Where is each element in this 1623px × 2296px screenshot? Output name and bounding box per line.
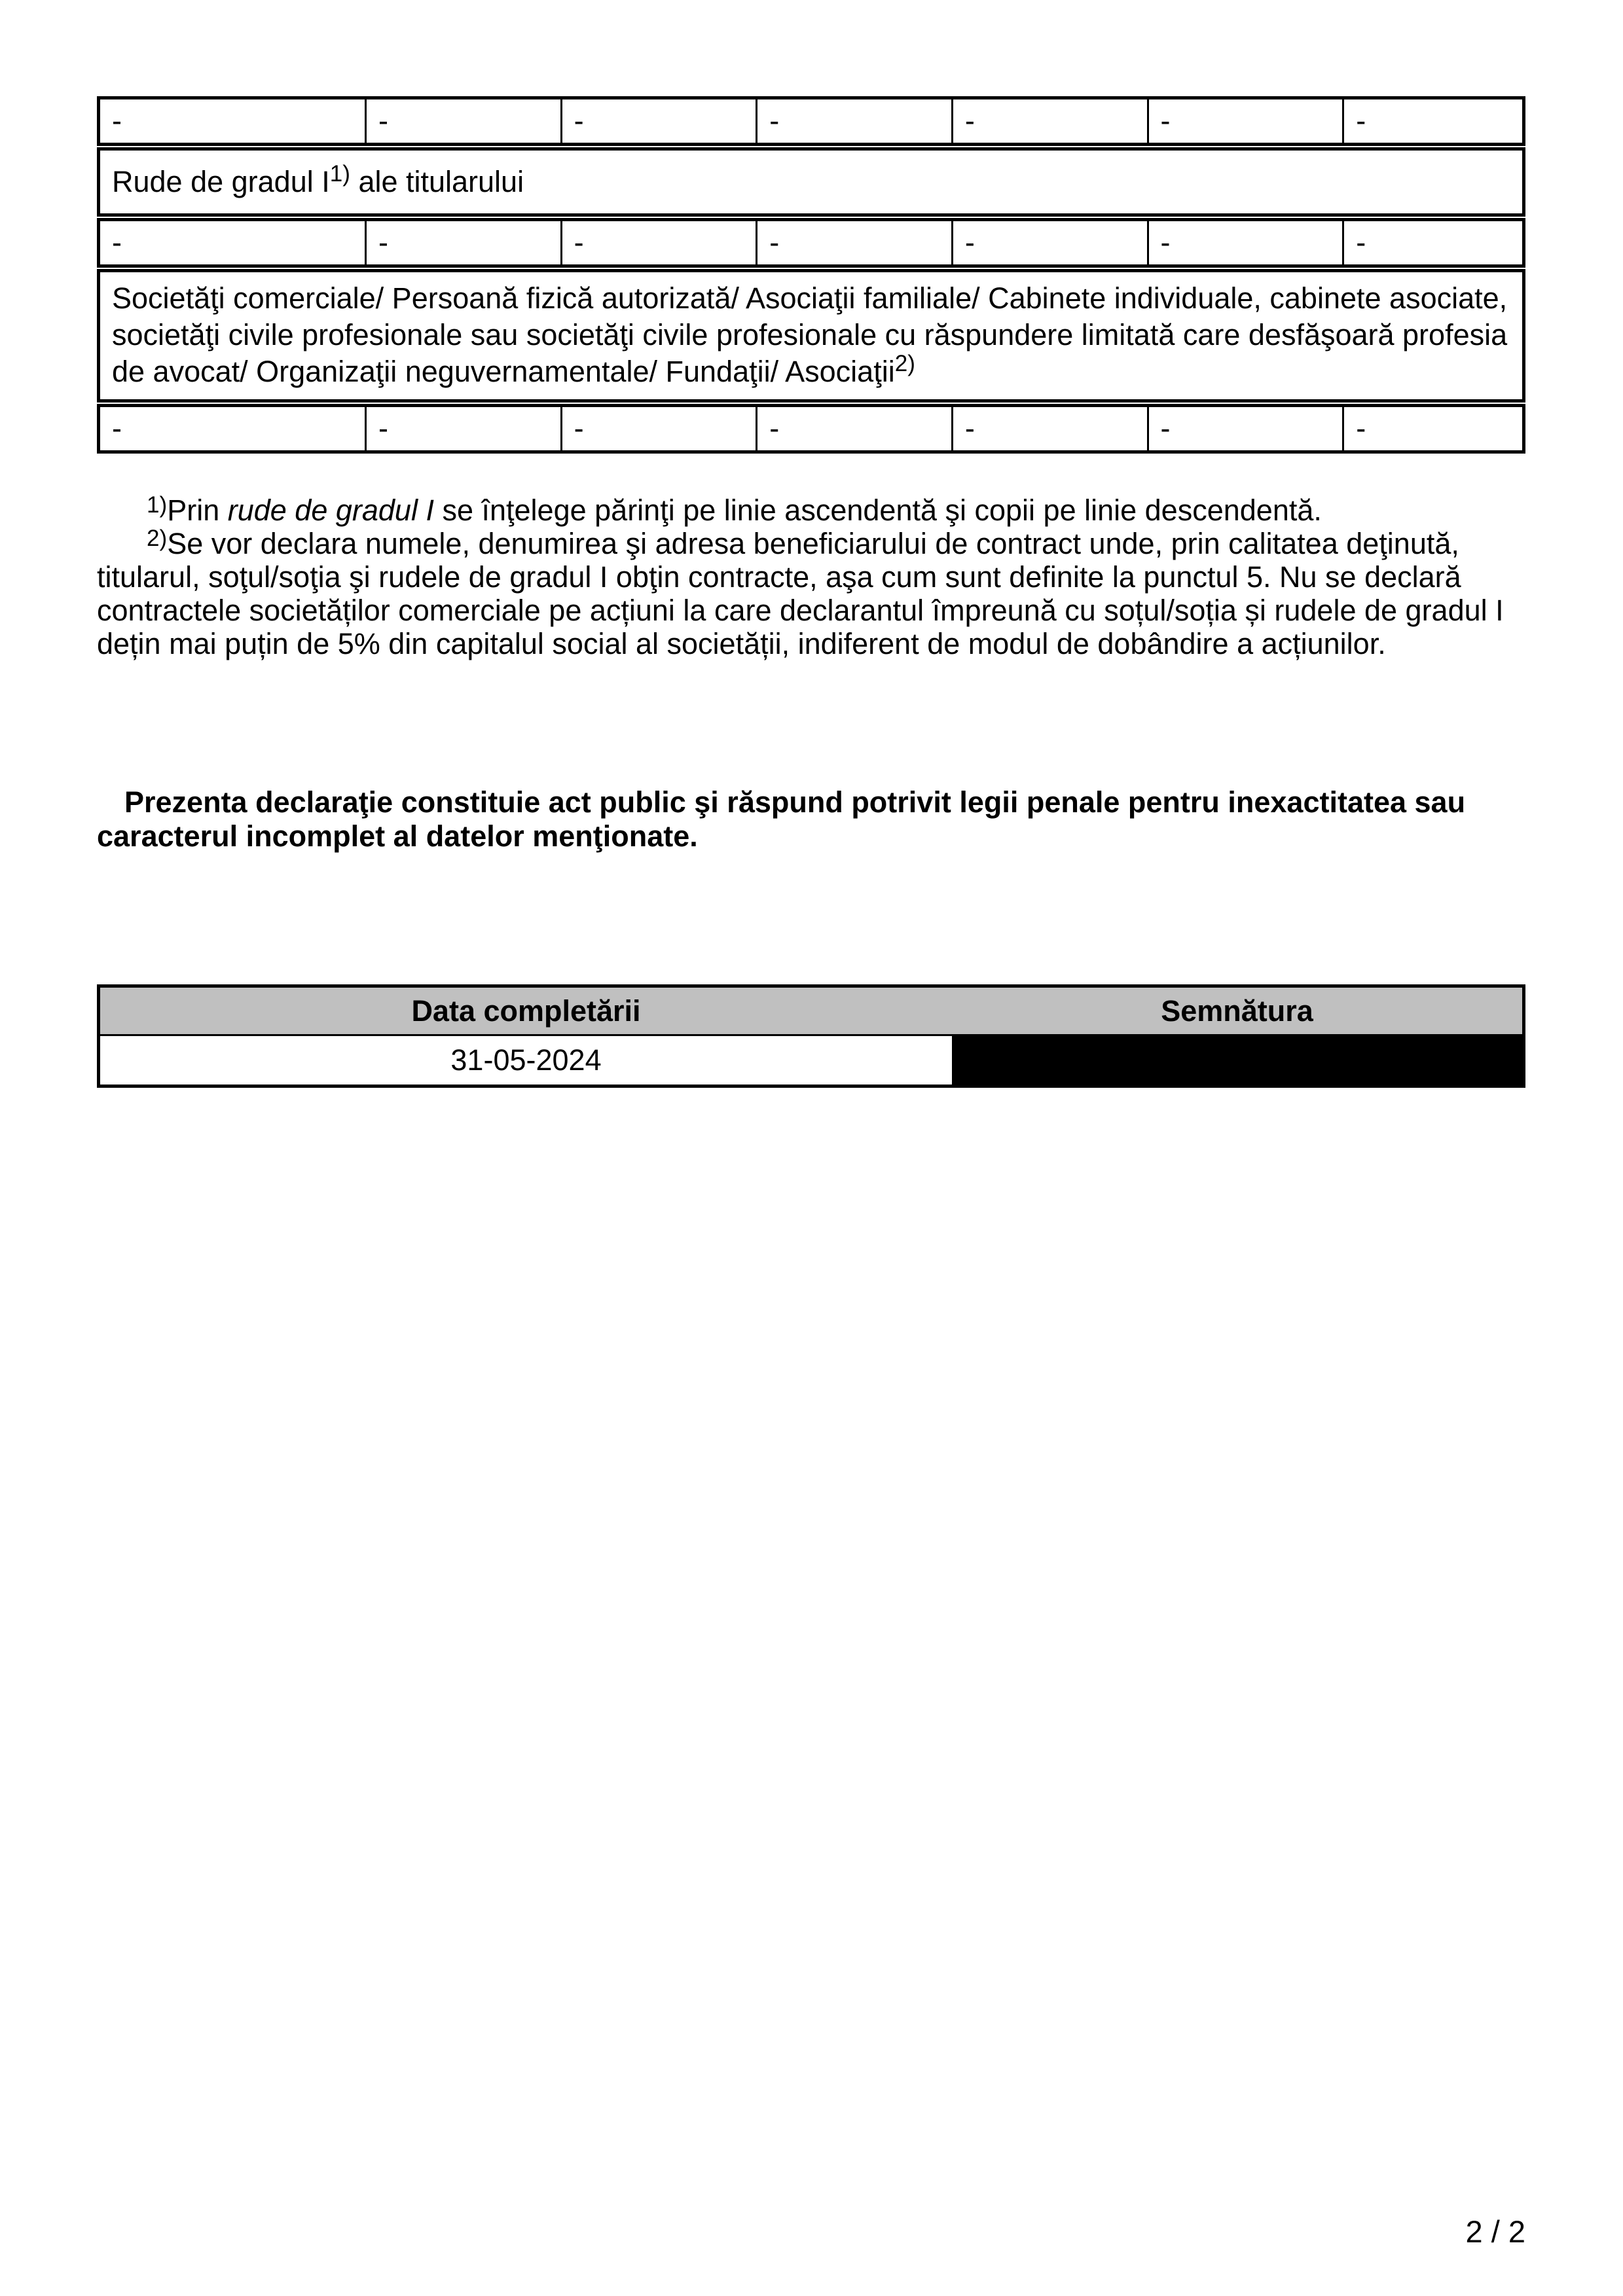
dash-value: - bbox=[964, 412, 975, 445]
footnote-2: 2)Se vor declara numele, denumirea şi adresa beneficiarului de contract unde, prin calitatea deţinută, titularul, soţul/soţia şi rudele de gradul I obţin contracte, aşa cum sunt definite la punctul 5. Nu se declară contractele societăților comerciale pe acțiuni la care declarantul împreună cu soțul/soția și rudele de gradul I dețin mai puțin de 5% din capitalul social al societății, indiferent de modul de dobândire a acțiunilor. bbox=[97, 525, 1504, 660]
dash-value: - bbox=[1356, 104, 1366, 137]
relatives-label-text: Rude de gradul I1) ale titularului bbox=[112, 161, 524, 198]
dash-value: - bbox=[1356, 226, 1366, 259]
footnote-1-italic-term: rude de gradul I bbox=[227, 493, 434, 527]
page-number: 2 / 2 bbox=[1465, 2214, 1525, 2249]
dash-value: - bbox=[574, 412, 584, 445]
date-header-cell: Data completării bbox=[411, 994, 641, 1028]
table-cell-dash bbox=[1342, 221, 1522, 264]
completion-date-value: 31-05-2024 bbox=[100, 1036, 952, 1085]
dash-value: - bbox=[1160, 104, 1171, 137]
signature-header-cell: Semnătura bbox=[1161, 994, 1313, 1028]
table-row-dashes bbox=[97, 218, 1525, 268]
signature-table bbox=[97, 984, 1525, 1088]
dash-value: - bbox=[964, 226, 975, 259]
companies-label-text: Societăţi comerciale/ Persoană fizică autorizată/ Asociaţii familiale/ Cabinete individuale, cabinete asociate, societăţi civile profesionale sau societăţi civile profesionale cu răspundere limitată care desfăşoară profesia de avocat/ Organizaţii neguvernamentale/ Fundaţii/ Asociaţii2) bbox=[112, 281, 1508, 388]
dash-value: - bbox=[769, 104, 780, 137]
relatives-label-cell bbox=[100, 151, 1522, 213]
dash-value: - bbox=[112, 226, 122, 259]
table-row-relatives-label bbox=[97, 147, 1525, 217]
dash-value: - bbox=[574, 226, 584, 259]
table-cell-dash bbox=[100, 407, 365, 450]
dash-value: - bbox=[769, 412, 780, 445]
footnote-1-text-suffix: se înţelege părinţi pe linie ascendentă şi copii pe linie descendentă. bbox=[433, 493, 1322, 527]
table-cell-dash bbox=[560, 99, 756, 143]
dash-value: - bbox=[378, 226, 388, 259]
footnote-2-text: Se vor declara numele, denumirea şi adresa beneficiarului de contract unde, prin calitatea deţinută, titularul, soţul/soţia şi rudele de gradul I obţin contracte, aşa cum sunt definite la punctul 5. Nu se declară contractele societăților comerciale pe acțiuni la care declarantul împreună cu soțul/soția și rudele de gradul I dețin mai puțin de 5% din capitalul social al societății, indiferent de modul de dobândire a acțiunilor. bbox=[97, 527, 1504, 660]
table-cell-dash bbox=[951, 221, 1147, 264]
table-cell-dash bbox=[951, 99, 1147, 143]
table-cell-dash bbox=[756, 99, 951, 143]
table-cell-dash bbox=[100, 221, 365, 264]
dash-value: - bbox=[378, 104, 388, 137]
table-cell-dash bbox=[1342, 407, 1522, 450]
dash-value: - bbox=[378, 412, 388, 445]
table-row-dashes bbox=[97, 96, 1525, 146]
table-cell-dash bbox=[1147, 221, 1343, 264]
table-cell-dash bbox=[560, 221, 756, 264]
dash-value: - bbox=[1160, 226, 1171, 259]
table-cell-dash bbox=[1147, 407, 1343, 450]
signature-table-body bbox=[100, 1036, 1522, 1085]
contracts-continuation-table bbox=[97, 96, 1525, 454]
table-cell-dash bbox=[756, 221, 951, 264]
table-cell-dash bbox=[1342, 99, 1522, 143]
dash-value: - bbox=[964, 104, 975, 137]
table-cell-dash bbox=[1147, 99, 1343, 143]
table-row-dashes bbox=[97, 404, 1525, 454]
table-cell-dash bbox=[100, 99, 365, 143]
signature-table-header bbox=[100, 988, 1522, 1036]
dash-value: - bbox=[574, 104, 584, 137]
table-cell-dash bbox=[365, 221, 560, 264]
signature-redaction-block bbox=[952, 1036, 1522, 1085]
table-cell-dash bbox=[365, 99, 560, 143]
table-cell-dash bbox=[365, 407, 560, 450]
footnote-1: 1)Prin rude de gradul I se înţelege părinţi pe linie ascendentă şi copii pe linie descendentă. bbox=[147, 492, 1322, 527]
table-row-companies-label bbox=[97, 269, 1525, 403]
table-cell-dash bbox=[951, 407, 1147, 450]
table-cell-dash bbox=[756, 407, 951, 450]
legal-statement: Prezenta declaraţie constituie act public şi răspund potrivit legii penale pentru inexactitatea sau caracterul incomplet al datelor menţionate. bbox=[97, 785, 1466, 853]
footnote-1-text-prefix: Prin bbox=[167, 493, 228, 527]
dash-value: - bbox=[769, 226, 780, 259]
footnotes-block bbox=[97, 493, 1531, 660]
dash-value: - bbox=[1160, 412, 1171, 445]
dash-value: - bbox=[112, 412, 122, 445]
dash-value: - bbox=[112, 104, 122, 137]
dash-value: - bbox=[1356, 412, 1366, 445]
table-cell-dash bbox=[560, 407, 756, 450]
companies-label-cell bbox=[100, 272, 1522, 399]
